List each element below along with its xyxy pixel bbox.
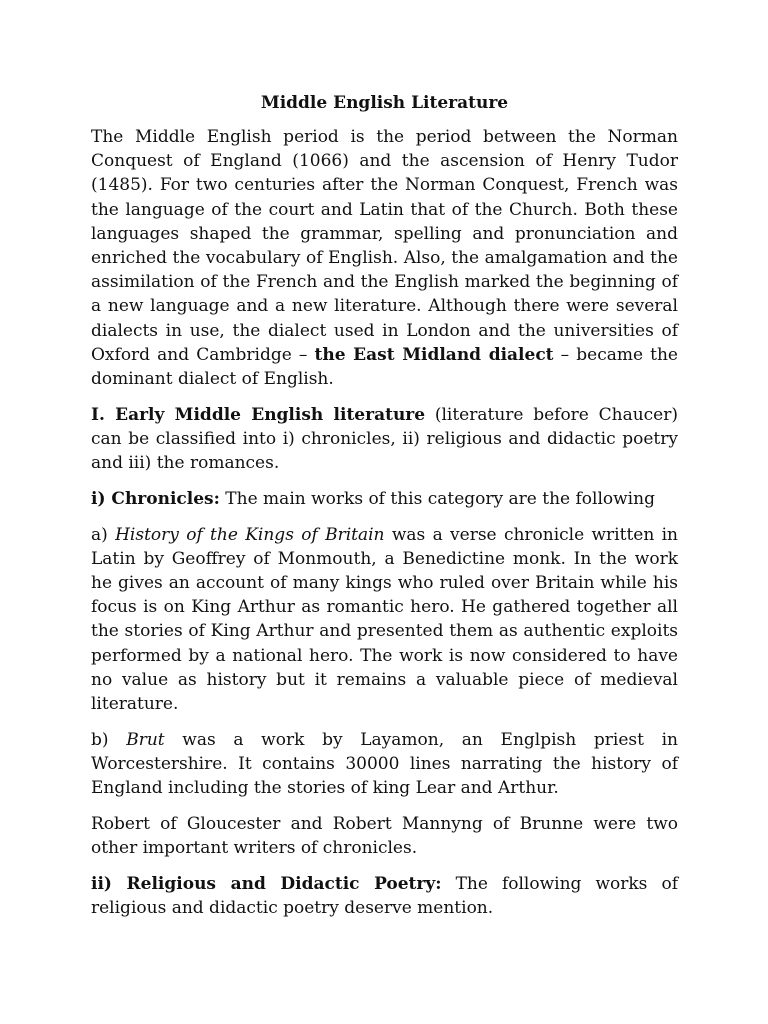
paragraph-intro	[91, 125, 678, 391]
paragraph-other-chroniclers	[91, 812, 678, 860]
other-chroniclers-text: Robert of Gloucester and Robert Mannyng of Brunne were two other important writers of chronicles.	[91, 813, 678, 858]
history-title: History of the Kings of Britain	[115, 524, 385, 545]
paragraph-religious-poetry	[91, 872, 678, 920]
history-text: was a verse chronicle written in Latin by Geoffrey of Monmouth, a Benedictine monk. In the work he gives an account of many kings who ruled over Britain while his focus is on King Arthur as romantic hero. He gathered together all the stories of King Arthur and presented them as authentic exploits performed by a national hero. The work is now considered to have no value as history but it remains a valuable piece of medieval literature.	[91, 524, 678, 714]
intro-bold-dialect: the East Midland dialect	[314, 344, 554, 365]
document-page	[91, 90, 678, 932]
intro-text-b: – became the dominant dialect of English.	[91, 344, 678, 390]
paragraph-early-middle-english	[91, 403, 678, 476]
brut-title: Brut	[126, 729, 165, 750]
early-text: (literature before Chaucer) can be classified into i) chronicles, ii) religious and didactic poetry and iii) the romances.	[91, 404, 678, 474]
religious-text: The following works of religious and didactic poetry deserve mention.	[91, 873, 678, 918]
document-title: Middle English Literature	[260, 93, 509, 113]
brut-text: was a work by Layamon, an Englpish priest in Worcestershire. It contains 30000 lines narrating the history of England including the stories of king Lear and Arthur.	[91, 729, 679, 799]
paragraph-brut	[91, 728, 678, 801]
paragraph-history-kings	[91, 523, 678, 717]
paragraph-chronicles	[91, 487, 678, 511]
brut-prefix: b)	[91, 729, 127, 750]
section-heading-religious: ii) Religious and Didactic Poetry:	[91, 873, 442, 894]
chronicles-text: The main works of this category are the following	[219, 488, 655, 509]
section-heading-early: I. Early Middle English literature	[91, 404, 426, 425]
intro-text-a: The Middle English period is the period between the Norman Conquest of England (1066) and the ascension of Henry Tudor (1485). For two centuries after the Norman Conquest, French was the language of the court and Latin that of the Church. Both these languages shaped the grammar, spelling and pronunciation and enriched the vocabulary of English. Also, the amalgamation and the assimilation of the French and the English marked the beginning of a new language and a new literature. Although there were several dialects in use, the dialect used in London and the universities of Oxford and Cambridge –	[91, 127, 678, 365]
history-prefix: a)	[91, 524, 116, 545]
section-heading-chronicles: i) Chronicles:	[91, 488, 220, 509]
